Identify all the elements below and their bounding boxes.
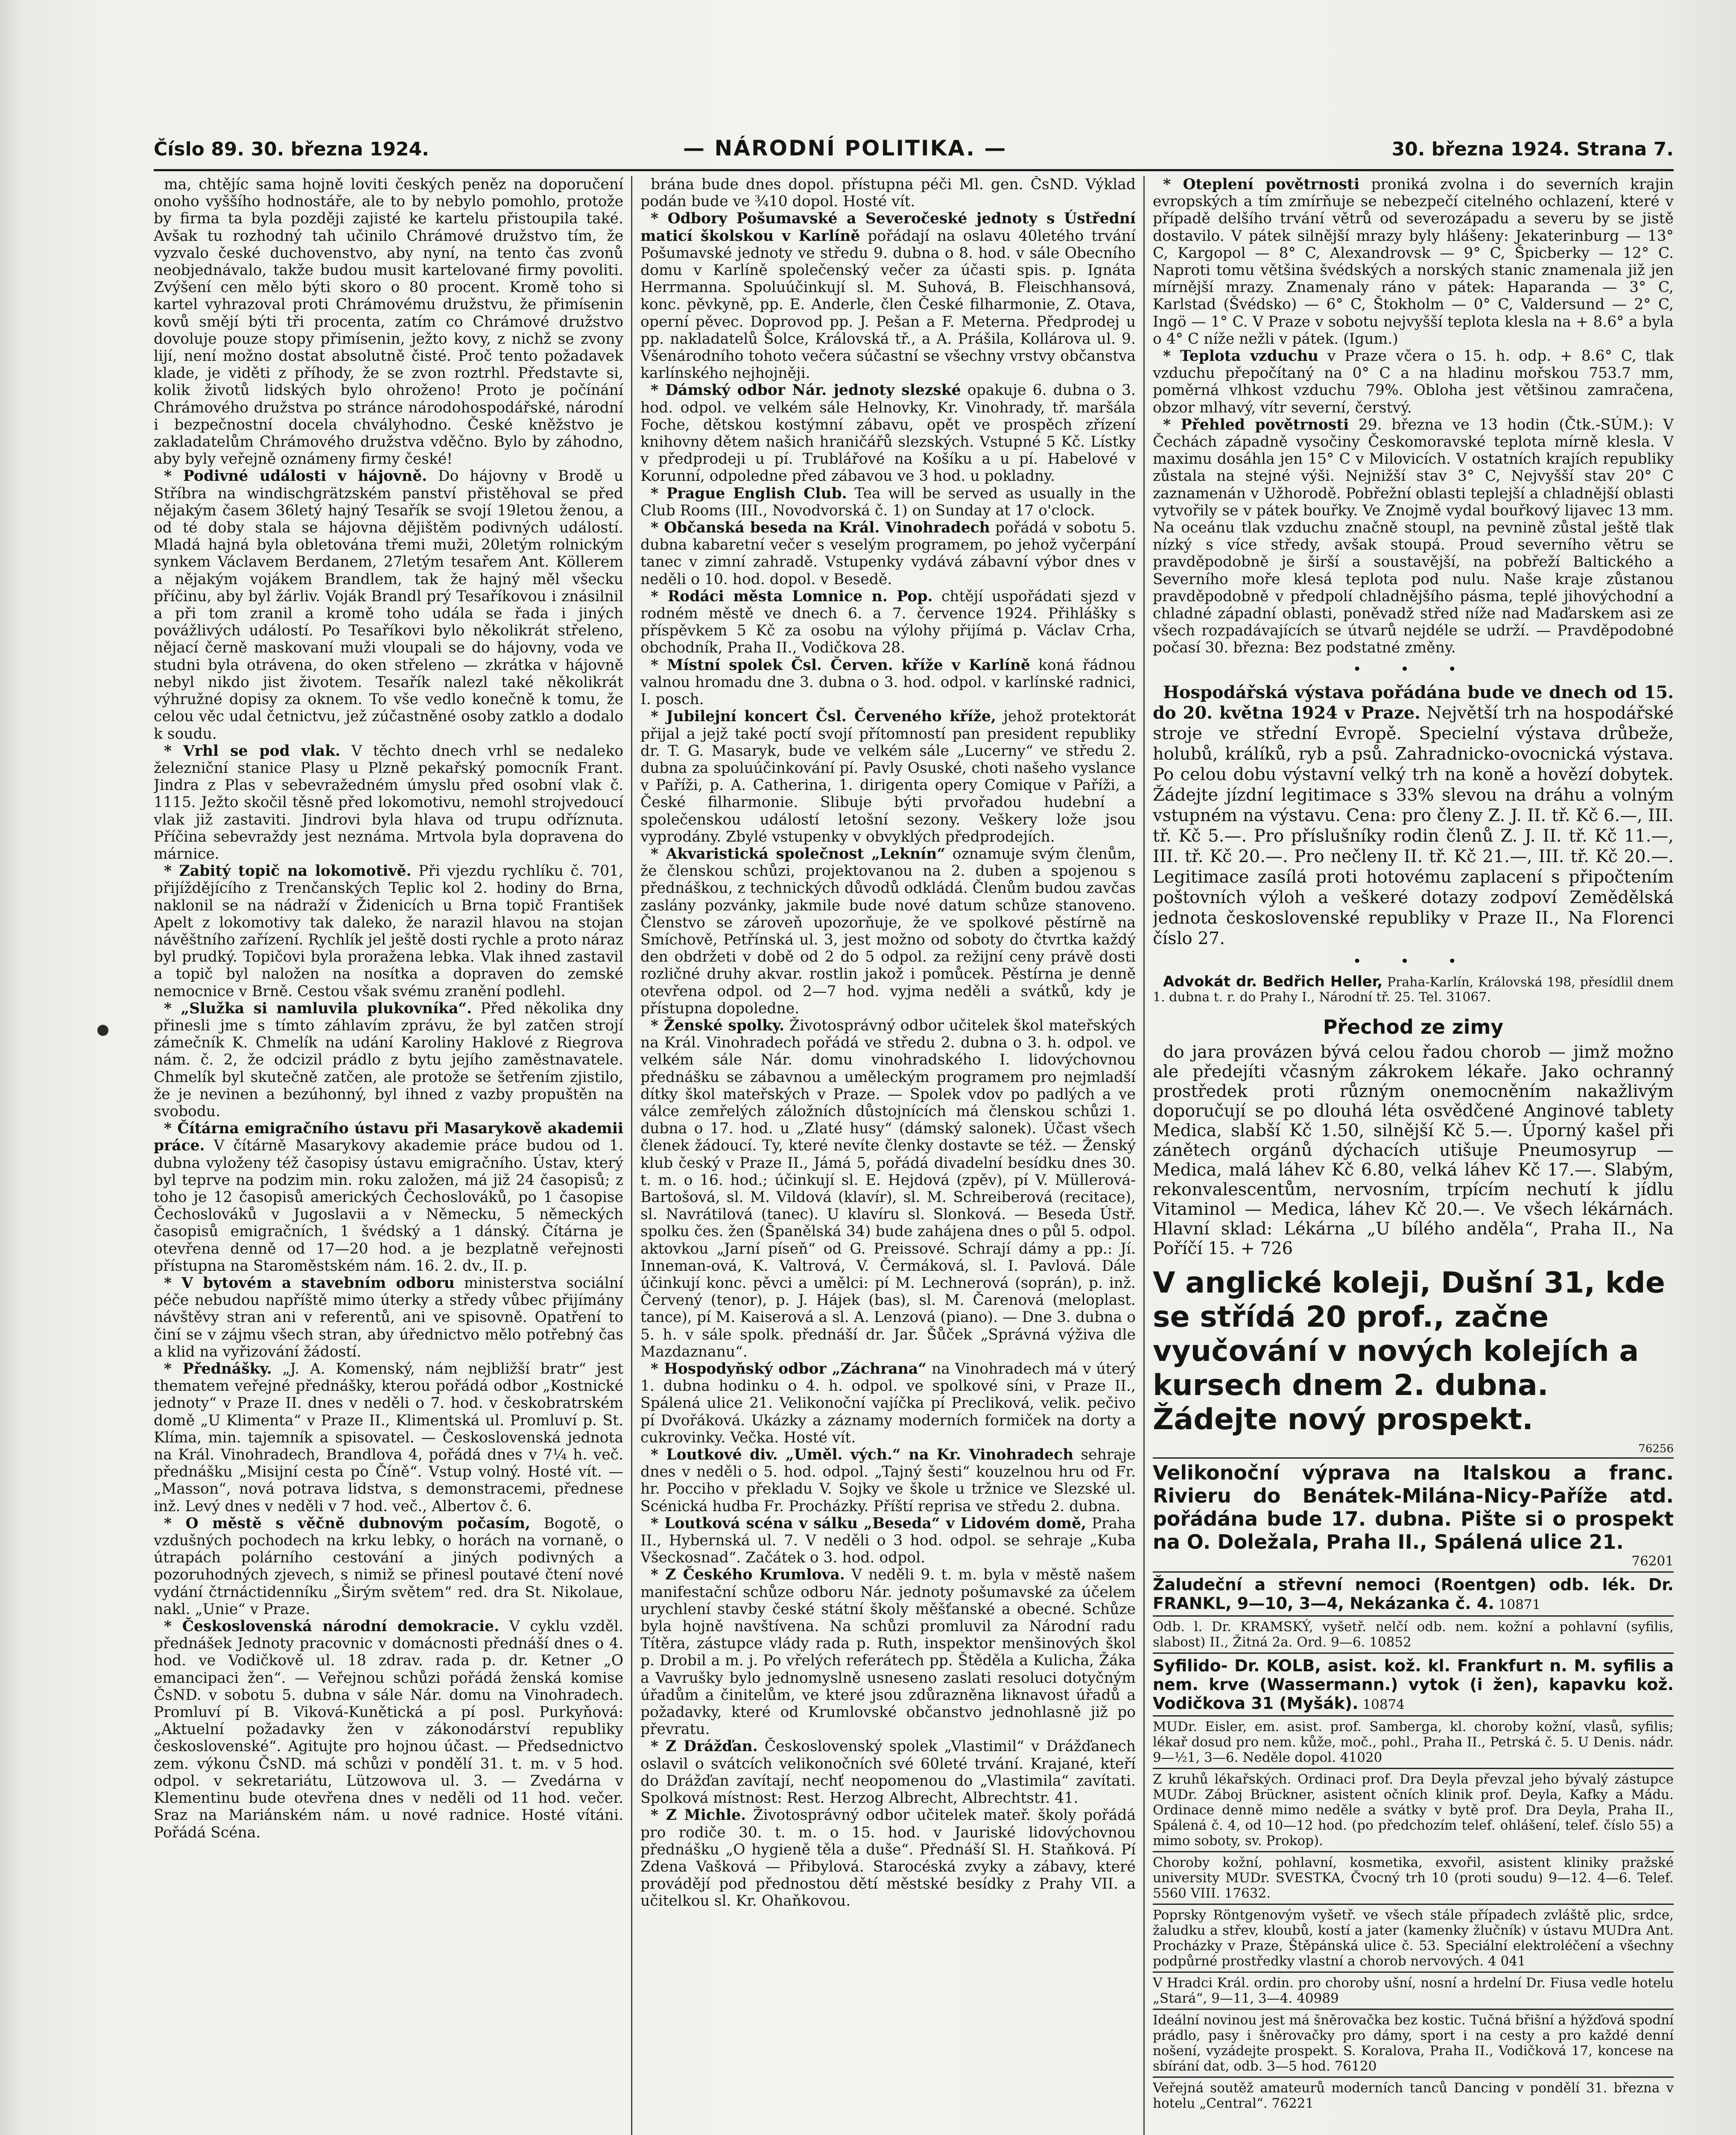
article-text: koná řádnou valnou hromadu dne 3. dubna o 3. hod. odpol. v karlínské radnici, I. posch. bbox=[640, 656, 1136, 708]
ad-roentgen bbox=[1153, 1904, 1674, 1971]
article-text: Životosprávný odbor učitelek škol mateřských na Král. Vinohradech pořádá ve středu 2. dubna o 3. h. odpol. ve velkém sále Nár. domu vinohradského I. lidovýchovnou přednášku se zábavnou a uměleckým programem pro nejmladší dítky škol mateřských v Praze. — Spolek vdov po padlých a ve válce zemřelých záložních důstojnících má členskou schůzi 1. dubna o 17. hod. u „Zlaté husy“ (dámský salonek). Účast všech členek žádoucí. Ty, které nevíte členky dostavte se též. — Ženský klub český v Praze II., Jámá 5, pořádá divadelní besídku dnes 30. t. m. o 16. hod.; účinkují sl. E. Hejdová (zpěv), pí V. Müllerová-Bartošová, sl. M. Vildová (klavír), sl. M. Schreiberová (recitace), sl. Navrátilová (tanec). U klavíru sl. Slonková. — Beseda Ústř. spolku čes. žen (Španělská 34) bude zahájena dnes o půl 5. odpol. aktovkou „Jarní píseň“ od G. Preissové. Schrají dámy a pp.: Jí. Inneman-ová, K. Valtrová, V. Čermáková, sl. I. Pavlová. Dále účinkují konc. pěvci a umělci: pí M. Lechnerová (soprán), p. inž. Červený (tenor), p. J. Hájek (bas), sl. M. Čarenová (meloplast. tance), pí M. Kaiserová a sl. A. Lenzová (piano). — Dne 3. dubna o 5. h. v sále spolk. přednáší dr. Jar. Šůček „Správná výživa dle Mazdaznanu“. bbox=[640, 1017, 1136, 1360]
ad-heading: Velikonoční výprava na Italskou a franc. Rivieru do Benátek-Milána-Nicy-Paříže atd. pořádána bude 17. dubna. Pište si o prospekt na O. Doležala, Praha II., Spálená ulice 21. bbox=[1153, 1461, 1674, 1554]
article-text: proniká zvolna i do severních krajin evropských a tím zmírňuje se nebezpečí citelného ochlazení, které v případě delšího trvání větrů od severozápadu a severu by se jistě dostavilo. V pátek silnější mrazy byly hlášeny: Jekaterinburg — 13° C, Kargopol — 8° C, Alexandrovsk — 9° C, Špicberky — 12° C. Naproti tomu většina švédských a norských stanic znamenala již jen mírnější mrazy. Znamenaly ráno v pátek: Haparanda — 3° C, Karlstad (Švédsko) — 6° C, Štokholm — 0° C, Valdersund — 2° C, Ingö — 1° C. V Praze v sobotu nejvyšší teplota klesla na + 8.6° a byla o 4° C níže nežli v pátek. (Igum.) bbox=[1153, 176, 1674, 348]
article-damsky-odbor bbox=[640, 382, 1136, 485]
ad-velikonocni-vyprava bbox=[1153, 1457, 1674, 1571]
article-heading: * Ženské spolky. bbox=[651, 1017, 785, 1034]
ad-soutez bbox=[1153, 2077, 1674, 2114]
ad-hradec bbox=[1153, 1971, 1674, 2009]
ad-heading: Žaludeční a střevní nemoci (Roentgen) odb. lék. Dr. FRANKL, 9—10, 3—4, Nekázanka č. 4. bbox=[1153, 1575, 1674, 1613]
ad-anglicka-kolej: V anglické koleji, Dušní 31, kde se střídá 20 prof., začne vyučování v nových kolejích a kursech dnem 2. dubna. Žádejte nový prospekt. bbox=[1153, 1266, 1665, 1437]
article-text: V čítárně Masarykovy akademie práce budou od 1. dubna vyloženy též časopisy ústavu emigračního. Ústav, který byl teprve na podzim min. roku založen, má již 24 časopisů; z toho je 12 časopisů amerických Čechoslováků, po 1 časopise Čechoslováků v Jugoslavii a v Německu, 5 německých časopisů emigračních, 1 švédský a 1 dánský. Čítárna je otevřena denně od 17—20 hod. a je bezplatně veřejnosti přístupna na Staroměstském nám. 16. 2. dv., II. p. bbox=[154, 1137, 623, 1275]
article-obcanska-beseda bbox=[640, 519, 1136, 588]
ad-prechod-title: Přechod ze zimy bbox=[1323, 1015, 1504, 1039]
article-text: na Vinohradech má v úterý 1. dubna hodinku o 4. h. odpol. ve spolkové síni, v Praze II., Spálená ulice 21. Velikonoční vajíčka pí Precliková, velik. pečivo pí Dvořáková. Ukázky a záznamy moderních formiček na dorty a cukrovinky. Večka. Hosté vít. bbox=[640, 1360, 1136, 1446]
article-text: chtějí uspořádati sjezd v rodném městě ve dnech 6. a 7. července 1924. Přihlášky s příspěvkem 5 Kč za osobu na výlohy přijímá p. Václav Crha, obchodník, Praha II., Vodičkova 28. bbox=[640, 588, 1136, 657]
article-text: Při vjezdu rychlíku č. 701, přijíždějícího z Trenčanských Teplic kol 2. hodiny do Brna, naklonil se na nádraží v Židenicích u Brna topič František Apelt z lokomotivy tak daleko, že narazil hlavou na stojan návěštního zařízení. Rychlík jel ještě dosti rychle a proto náraz byl prudký. Topičovi byla proražena lebka. Vlak ihned zastavil a topič byl naložen na nosítka a dopraven do zemské nemocnice v Brně. Cestou však svému zranění podlehl. bbox=[154, 863, 623, 1000]
article-demokracie bbox=[154, 1618, 623, 1841]
article-oteplení bbox=[1153, 176, 1674, 348]
ad-heading: Syfilido- Dr. KOLB, asist. kož. kl. Frankfurt n. M. syfilis a nem. krve (Wassermann.) vytok (i žen), kapavku kož. Vodičkova 31 (Myšák). bbox=[1153, 1656, 1674, 1713]
ad-text: V Hradci Král. ordin. pro choroby ušní, nosní a hrdelní Dr. Fiusa vedle hotelu „Stará“, 9—11, 3—4. bbox=[1153, 1975, 1674, 2006]
column-divider-2 bbox=[1143, 176, 1145, 2135]
article-heading: * Zabitý topič na lokomotivě. bbox=[164, 863, 412, 880]
separator-dots: • • • bbox=[1353, 953, 1474, 970]
article-heading: * Z Michle. bbox=[651, 1807, 746, 1824]
article-text: Bogotě, o vzdušných pochodech na krku lebky, o horách na vornaně, o útrapách polárního cestování a jiných podivných a pozoruhodných zjevech, s nimiž se přinesl poutavé čtení nové vydání čtrnáctidenníku „Širým světem“ red. dra St. Nikolaue, nakl. „Unie“ v Praze. bbox=[154, 1515, 623, 1618]
ad-number: 76120 bbox=[1334, 2059, 1377, 2074]
masthead-title: — NÁRODNÍ POLITIKA. — bbox=[683, 136, 1007, 161]
article-text: opakuje 6. dubna o 3. hod. odpol. ve velkém sále Helnovky, Kr. Vinohrady, tř. maršála Foche, dětskou kostýmní zábavu, opět ve prospěch zřízení knihovny dětem našich hraničářů slezských. Vstupné 5 Kč. Lístky v předprodeji u pí. Trublářové na Košíku a u pí. Habelové v Korunní, odpoledne před zábavou ve 3 hod. u pokladny. bbox=[640, 382, 1136, 485]
article-text: pořádá v sobotu 5. dubna kabaretní večer s veselým programem, po jehož vyčerpání tanec v zimní zahradě. Vstupenky vydává zábavní výbor dnes v neděli o 10. hod. dopol. v Besedě. bbox=[640, 519, 1136, 588]
article-zenske-spolky bbox=[640, 1017, 1136, 1360]
article-heading: * Loutková scéna v sálku „Beseda“ v Lidovém domě, bbox=[651, 1515, 1087, 1532]
ad-text: Poprsky Röntgenovým vyšetř. ve všech stále případech zvláště plic, srdce, žaludku a střev, kloubů, kostí a jater (kamenky žlučník) v ústavu MUDra Ant. Procházky v Praze, Štěpánská ulice č. 53. Speciální elektroléčení a všechny podpůrné prostředky vlastní a chorob nervových. bbox=[1153, 1907, 1674, 1969]
ad-number: 4 041 bbox=[1488, 1954, 1526, 1969]
article-heading: * Hospodyňský odbor „Záchrana“ bbox=[651, 1360, 926, 1378]
article-heading: * Teplota vzduchu bbox=[1163, 348, 1318, 365]
article-text: V cyklu vzděl. přednášek Jednoty pracovnic v domácnosti přednáší dnes o 4. hod. ve Vodičkově ul. 18 zdrav. rada p. dr. Ketner „O emancipaci žen“. — Veřejnou schůzi pořádá ženská komise ČsND. v sobotu 5. dubna v sále Nár. domu na Vinohradech. Promluví pí B. Viková-Kunětická a pí posl. Purkyňová: „Aktuelní požadavky žen v zákonodárství republiky československé“. Agitujte pro hojnou účast. — Předsednictvo zem. výkonu ČsND. má schůzi v pondělí 31. t. m. v 5 hod. odpol. v sekretariátu, Lützowova ul. 3. — Zvedárna v Klementinu bude otevřena dnes v neděli od 11 hod. večer. Sraz na Mariánském nám. u nové radnice. Hosté vítáni. Pořádá Scéna. bbox=[154, 1618, 623, 1841]
article-text: „J. A. Komenský, nám nejbližší bratr“ jest thematem veřejné přednášky, kterou pořádá odbor „Kostnické jednoty“ v Praze II. dnes v neděli o 7. hod. v českobratrském domě „U Klimenta“ v Praze II., Klimentská ul. Promluví p. St. Klíma, min. tajemník a spisovatel. — Československá jednota na Král. Vinohradech, Brandlova 4, pořádá dnes v 7¼ h. več. přednášku „Misijní cesta po Číně“. Vstup volný. Hosté vít. — „Masson“, nová potrava lidstva, s demonstracemi, přednese inž. Levý dnes v neděli v 7 hod. več., Albertov č. 6. bbox=[154, 1360, 623, 1515]
punch-hole-mark bbox=[97, 1025, 108, 1036]
ad-prechod-text bbox=[1153, 1042, 1674, 1258]
ad-number: 40989 bbox=[1297, 1991, 1339, 2006]
ad-frankl bbox=[1153, 1571, 1674, 1615]
ad-text: Veřejná soutěž amateurů moderních tanců Dancing v pondělí 31. března v hotelu „Central“. bbox=[1153, 2080, 1674, 2112]
column-2 bbox=[640, 176, 1136, 2135]
separator-dots: • • • bbox=[1353, 661, 1474, 678]
column-divider-1 bbox=[631, 176, 632, 2135]
page-number: 30. března 1924. Strana 7. bbox=[1391, 138, 1674, 160]
ad-number: 76201 bbox=[1631, 1553, 1674, 1569]
article-zachrana bbox=[640, 1360, 1136, 1446]
article-heading: * O městě s věčně dubnovým počasím, bbox=[164, 1515, 531, 1532]
article-citarna bbox=[154, 1120, 623, 1275]
article-heading: * Čítárna emigračního ústavu při Masarykově akademii práce. bbox=[154, 1120, 623, 1155]
article-continuation: brána bude dnes dopol. přístupna péči Ml. gen. ČsND. Výklad podán bude ve ¾10 dopol. Hosté vít. bbox=[640, 176, 1136, 211]
ad-text: Choroby kožní, pohlavní, kosmetika, exvořil, asistent kliniky pražské university MUDr. SVESTKA, Čvocný trh 10 (proti soudu) 9—12. 4—6. Telef. 5560 VIII. 17632. bbox=[1153, 1855, 1674, 1901]
article-loutkova-scena bbox=[640, 1515, 1136, 1567]
article-text: Životosprávný odbor učitelek mateř. školy pořádá pro rodiče 30. t. m. o 15. hod. v Jauriské lidovýchovnou přednášku „O hygieně těla a duše“. Přednáší Sl. H. Staňková. Pí Zdena Vašková — Přibylová. Starocéská zvyky a zábavy, které provádějí pod přednostou dětí městské besídky z Prahy VII. a učitelkou sl. Kr. Ohaňkovou. bbox=[640, 1807, 1136, 1910]
article-heading: * Občanská beseda na Král. Vinohradech bbox=[651, 519, 990, 537]
page-edge-shadow bbox=[0, 0, 26, 2135]
article-heading: * V bytovém a stavebním odboru bbox=[164, 1275, 455, 1292]
article-heading: * Odbory Pošumavské a Severočeské jednoty s Ústřední maticí školskou v Karlíně bbox=[640, 210, 1136, 245]
ad-text: MUDr. Eisler, em. asist. prof. Samberga, kl. choroby kožní, vlasů, syfilis; lékař dosud pro nem. kůže, moč., pohl., Praha II., Petrská č. 5. U Denis. nádr. 9—½1, 3—6. Neděle dopol. bbox=[1153, 1719, 1674, 1766]
article-heading: * Akvaristická společnost „Leknín“ bbox=[651, 845, 946, 863]
ad-number: 41020 bbox=[1340, 1750, 1382, 1766]
article-krumlov bbox=[640, 1566, 1136, 1738]
article-vrhl-se bbox=[154, 743, 623, 863]
ad-number: + 726 bbox=[1240, 1239, 1293, 1259]
ad-choroby-kozni bbox=[1153, 1851, 1674, 1904]
ad-text: Z kruhů lékařských. Ordinaci prof. Dra Deyla převzal jeho bývalý zástupce MUDr. Záboj Brückner, asistent očních klinik prof. Deyla, Kafky a Mádu. Ordinace denně mimo neděle a svátky v bytě prof. Dra Deyla, Praha II., Spálená č. 4, od 10—12 hod. (po předchozím telef. ohlášení, telef. číslo 55) a mimo soboty, sv. Prokop). bbox=[1153, 1772, 1674, 1849]
article-text: 29. března ve 13 hodin (Čtk.-SÚM.): V Čechách západně vysočiny Českomoravské teplota mírně klesla. V maximu dosáhla jen 15° C v Milovicích. V ostatních krajích republiky zůstala na stejné výši. Nejnižší stav 3° C, Nejvyšší stav 20° C zaznamenán v Užhorodě. Pobřežní oblasti teplejší a chladnější oblasti vytvořily se v pátek bouřky. Ve Znojmě vydal bouřkový lijavec 13 mm. Na oceánu tlak vzduchu značně stoupl, na pevnině zůstal ještě tlak nízký s více středy, avšak stoupá. Proud severního větru se pravděpodobně je širší a soustavější, na pobřeží Baltického a Severního moře klesá teplota pod nulu. Naše kraje zůstanou pravděpodobně v předpolí chladnějšího pásma, teplé jihovýchodní a chladné západní oblasti, poněvadž střed níže nad Maďarskem asi ze všech rozpadávajících se útvarů nejdéle se udrží. — Pravděpodobné počasí 30. března: Bez podstatné změny. bbox=[1153, 416, 1674, 657]
article-heading: * Vrhl se pod vlak. bbox=[164, 742, 341, 760]
article-text: oznamuje svým členům, že členskou schůzi, projektovanou na 2. duben a spojenou s přednáškou, z technických důvodů odkládá. Členům budou zavčas zaslány pozvánky, jakmile bude nové datum schůze stanoveno. Členstvo se zároveň upozorňuje, že ve spolkové pěstírně na Smíchově, Petřínská ul. 3, jest možno od soboty do čtvrtka každý den obdržeti v době od 2 do 5 odpol. za režijní ceny právě dosti rozličné druhy akvar. rostlin jakož i pomůcek. Pěstírna je denně otevřena odpol. od 2—7 hod. vyjma neděli a svátků, kdy je přístupna dopoledne. bbox=[640, 845, 1136, 1017]
ad-eisler bbox=[1153, 1715, 1674, 1768]
article-loutkove-div bbox=[640, 1446, 1136, 1515]
article-heading: * Dámský odbor Nár. jednoty slezské bbox=[651, 382, 961, 399]
page-header bbox=[154, 136, 1674, 167]
article-text: jehož protektorát přijal a jejž také poctí svojí přítomností pan president republiky dr. T. G. Masaryk, bude ve velkém sále „Lucerny“ ve středu 2. dubna za spoluúčinkování pí. Pavly Osuské, choti našeho vyslance v Paříži, p. A. Catherina, 1. dirigenta opery Comique v Paříži, a České filharmonie. Slibuje býti prvořadou hudební a společenskou událostí letošní sezony. Veškery lože jsou vyprodány. Zbylé vstupenky v obvyklých předprodejích. bbox=[640, 708, 1136, 845]
article-text: V neděli 9. t. m. byla v městě našem manifestační schůze odboru Nár. jednoty pošumavské za účelem urychlení stavby české státní školy měšťanské a obecné. Schůze byla hojně navštívena. Na schůzi promluvil za Národní radu Títěra, zástupce vlády rada p. Ruth, inspektor menšinových škol p. Drobil a m. j. Po vřelých referátech pp. Štěděla a Kulicha, Žáka a Vavrušky bylo jednomyslně usneseno zaslati resoluci dotyčným úřadům a činitelům, ve které jsou zdůrazněna liknavost úřadů a požadavky, které od Krumlovské občanstvo jednohlasně již po převratu. bbox=[640, 1566, 1136, 1738]
ad-text: Praha-Karlín, Královská 198, přesídlil dnem 1. dubna t. r. do Prahy I., Národní tř. 25. Tel. 31067. bbox=[1153, 975, 1674, 1005]
ad-number: 76256 bbox=[1638, 1442, 1674, 1456]
article-drazdany bbox=[640, 1738, 1136, 1807]
article-prehled bbox=[1153, 416, 1674, 657]
article-text: sehraje dnes v neděli o 5. hod. odpol. „Tajný šesti“ kouzelnou hru od Fr. hr. Pocciho v překladu V. Sojky ve škole u tržnice ve Slezské ul. Scénická hudba Fr. Procházky. Příští reprisa ve středu 2. dubna. bbox=[640, 1446, 1136, 1515]
article-heading: * Přednášky. bbox=[164, 1360, 272, 1378]
ad-text: Odb. l. Dr. KRAMSKÝ, vyšetř. nelčí odb. nem. kožní a pohlavní (syfilis, slabost) II., Žitná 2a. Ord. 9—6. bbox=[1153, 1619, 1674, 1650]
ad-snerovacka bbox=[1153, 2009, 1674, 2077]
article-text: Československý spolek „Vlastimil“ v Drážďanech oslavil o svátcích velikonočních své 60leté trvání. Krajané, kteří do Drážďan zavítají, nechť neopomenou do „Vlastimila“ zavítati. Spolková místnost: Rest. Herzog Albrecht, Albrechtstr. 41. bbox=[640, 1738, 1136, 1807]
article-jubilejni-koncert bbox=[640, 708, 1136, 845]
column-1 bbox=[154, 176, 623, 2135]
ad-heading: Advokát dr. Bedřich Heller, bbox=[1163, 973, 1383, 991]
article-heading: * Československá národní demokracie. bbox=[164, 1618, 500, 1635]
article-text: v Praze včera o 15. h. odp. + 8.6° C, tlak vzduchu přepočítaný na 0° C a na hladinu mořskou 753.7 mm, poměrná vlhkost vzduchu 79%. Obloha jest většinou zamračena, obzor mlhavý, vítr severní, čerstvý. bbox=[1153, 348, 1674, 416]
article-text: Před několika dny přinesli jme s tímto záhlavím zprávu, že byl zatčen strojí zámečník K. Chmelík na udání Karoliny Haklové z Riegrova nám. č. 2, že odcizil prádlo z bytu jejího zaměstnavatele. Chmelík byl skutečně zatčen, ale protože se šetřením zjistilo, že je nevinen a bezúhonný, byl ihned z vazby propuštěn na svobodu. bbox=[154, 1000, 623, 1120]
article-sluzka bbox=[154, 1000, 623, 1120]
article-heading: * Oteplení povětrnosti bbox=[1163, 176, 1360, 193]
ad-kramsky bbox=[1153, 1615, 1674, 1652]
article-heading: * Z Drážďan. bbox=[651, 1738, 758, 1755]
article-prednasky bbox=[154, 1360, 623, 1515]
article-topic bbox=[154, 863, 623, 1000]
ad-advokat bbox=[1153, 974, 1674, 1005]
article-michle bbox=[640, 1807, 1136, 1910]
article-heading: * „Služka si namluvila plukovníka“. bbox=[164, 1000, 472, 1017]
article-heading: * Místní spolek Čsl. Červen. kříže v Karlíně bbox=[651, 656, 1030, 674]
article-heading: * Prague English Club. bbox=[651, 485, 847, 502]
article-heading: * Podivné události v hájovně. bbox=[164, 468, 427, 485]
issue-info: Číslo 89. 30. března 1924. bbox=[154, 138, 429, 160]
article-text: Praha II., Hybernská ul. 7. V neděli o 3 hod. odpol. se sehraje „Kuba Všeckosnad“. Začátek o 3. hod. odpol. bbox=[640, 1515, 1136, 1567]
ad-kruhy-lekarske bbox=[1153, 1768, 1674, 1851]
article-text: Do hájovny v Brodě u Stříbra na windischgrätzském panství přistěhoval se před nějakým časem 36letý hajný Tesařík se svojí 19letou ženou, a od té doby stala se hájovna dějištěm podivných událostí. Mladá hajná byla obletována třemi muži, 20letým rolnickým synkem Václavem Berdanem, 27letým tesařem Ant. Köllerem a nějakým vojákem Brandlem, tak že hajný měl všecku příčinu, aby byl žárliv. Voják Brandl prý Tesaříkovou i znásilnil a při tom zranil a kromě toho udála se řada i jiných povážlivých událostí. Po Tesaříkovi bylo několikrát střeleno, nějací černě maskovaní muži vloupali se do hájovny, voda ve studni byla otrávena, do oken střeleno — zkrátka v hájovně nebyl nikdo jist životem. Tesařík nalezl také několikrát výhružné dopisy za oknem. To vše vedlo konečně k tomu, že celou věc udal četnictvu, jež zúčastněné osoby zatklo a dodalo k soudu. bbox=[154, 468, 623, 743]
article-leknin bbox=[640, 845, 1136, 1017]
ad-number: 76221 bbox=[1271, 2096, 1314, 2112]
article-hajovna bbox=[154, 468, 623, 742]
column-3 bbox=[1153, 176, 1674, 2135]
ad-text: Největší trh na hospodářské stroje ve střední Evropě. Specielní výstava drůbeže, holubů, králíků, ryb a psů. Zahradnicko-ovocnická výstava. Po celou dobu výstavní velký trh na koně a hovězí dobytek. Žádejte jízdní legitimace s 33% slevou na dráhu a volným vstupném na výstavu. Cena: pro členy Z. J. II. tř. Kč 6.—, III. tř. Kč 5.—. Pro příslušníky rodin členů Z. J. II. tř. Kč 11.—, III. tř. Kč 20.—. Pro nečleny II. tř. Kč 21.—, III. tř. Kč 20.—. Legitimace zasílá proti hotovému zaplacení s připočtením poštovních výloh a veškeré dotazy zodpoví Zemědělská jednota československé republiky v Praze II., Na Florenci číslo 27. bbox=[1153, 703, 1674, 948]
ad-kolb bbox=[1153, 1652, 1674, 1715]
ad-text: do jara provázen bývá celou řadou chorob — jimž možno ale předejíti včasným zákrokem lékaře. Jako ochranný prostředek proti různým onemocněním nakažlivým doporučují se po dlouhá léta osvědčené Anginové tablety Medica, slabší Kč 1.50, silnější Kč 5.—. Úporný kašel při zánětech orgánů dýchacích utišuje Pneumosyrup — Medica, malá láhev Kč 6.80, velká láhev Kč 17.—. Slabým, rekonvalescentům, nervosním, trpícím nechutí k jídlu Vitaminol — Medica, láhev Kč 20.—. Ve všech lékárnách. Hlavní sklad: Lékárna „U bílého anděla“, Praha II., Na Poříčí 15. bbox=[1153, 1042, 1674, 1259]
article-english-club bbox=[640, 485, 1136, 519]
article-mesto bbox=[154, 1515, 623, 1618]
ad-number: 10871 bbox=[1498, 1597, 1541, 1613]
article-heading: * Z Českého Krumlova. bbox=[651, 1566, 845, 1584]
ad-heading: Hospodářská výstava pořádána bude ve dnech od 15. do 20. května 1924 v Praze. bbox=[1153, 682, 1674, 723]
ad-text: Ideální novinou jest má šněrovačka bez kostic. Tučná břišní a hýžďová spodní prádlo, pasy i šněrovačky pro dámy, sport i na cesty a pro každé denní nošení, vyzádejte prospekt. S. Koralova, Praha II., Vodičková 17, koncese na sbírání dat, odb. 3—5 hod. bbox=[1153, 2012, 1674, 2074]
article-chramove-druzstvo: ma, chtějíc sama hojně loviti českých peněz na doporučení onoho vyššího hodnostáře, ale to by nebylo pomohlo, protože by firma ta byla později zajisté ke kartelu přistoupila také. Avšak tu rozhodný tah učinilo Chrámové družstvo tím, že vyzvalo české duchovenstvo, aby nyní, na tento čas zvonů neobjednávalo, takže budou musit kartelované firmy povoliti. Zvýšení cen mělo býti skoro o 80 procent. Kromě toho si kartel vyhrazoval proti Chrámovému družstvu, že přimísenin kovů smějí býti tři procenta, zatím co Chrámové družstvo dovoluje pouze stopy přimísenin, ježto kovy, z nichž se zvony lijí, není možno dostat absolutně čisté. Proč tento požadavek klade, je viděti z příhody, že se zvon roztrhl. Představte si, kolik životů lidských bylo ohroženo! Proto je počínání Chrámového družstva po stránce národohospodářské, národní i bezpečnostní docela chvályhodno. České kněžstvo je zakladatelům Chrámového družstva vděčno. Bylo by záhodno, aby byly veřejně oznámeny firmy české! bbox=[154, 176, 623, 468]
article-heading: * Jubilejní koncert Čsl. Červeného kříže, bbox=[651, 708, 996, 725]
article-text: V těchto dnech vrhl se nedaleko železniční stanice Plasy u Plzně pekařský pomocník Frant. Jindra z Plas v sebevražedném úmyslu před osobní vlak č. 1115. Ježto skočil těsně před lokomotivu, nemohl strojvedoucí vlak již zastaviti. Jindrovi byla hlava od trupu odříznuta. Příčina sebevraždy jest neznáma. Mrtvola byla dopravena do márnice. bbox=[154, 742, 623, 863]
article-bytovy-odbor bbox=[154, 1275, 623, 1360]
ad-hospodarska-vystava bbox=[1153, 682, 1674, 949]
article-heading: * Rodáci města Lomnice n. Pop. bbox=[651, 588, 933, 605]
header-rule bbox=[154, 169, 1674, 171]
article-text: pořádají na oslavu 40letého trvání Pošumavské jednoty ve středu 9. dubna o 8. hod. v sále Obecního domu v Karlíně společenský večer za účasti spis. p. Ignáta Herrmanna. Spoluúčinkují sl. M. Suhová, B. Fleischhansová, konc. pěvkyně, pp. E. Anderle, člen České filharmonie, Z. Otava, operní pěvec. Doprovod pp. J. Pešan a F. Meterna. Předprodej u pp. nakladatelů Šolce, Královská tř., a A. Prášila, Kollárova ul. 9. Všenárodního tohoto večera súčastní se všechny vrstvy občanstva karlínského nejhojněji. bbox=[640, 227, 1136, 382]
article-teplota bbox=[1153, 348, 1674, 416]
ad-number: 10852 bbox=[1369, 1635, 1412, 1650]
article-cerveny-kriz bbox=[640, 657, 1136, 708]
article-text: ministerstva sociální péče nebudou napříště mimo úterky a středy vůbec přijímány návštěvy stran ani v referentů, ani ve spisovně. Opatření to činí se v zájmu všech stran, aby úřednictvo mělo potřebný čas a klid na vyřizování žádostí. bbox=[154, 1275, 623, 1360]
ad-number: 10874 bbox=[1362, 1697, 1405, 1713]
article-heading: * Loutkové div. „Uměl. vých.“ na Kr. Vinohradech bbox=[651, 1446, 1074, 1464]
article-posumavske bbox=[640, 210, 1136, 382]
article-text: Tea will be served as usually in the Club Rooms (III., Novodvorská č. 1) on Sunday at 17 o'clock. bbox=[640, 485, 1136, 519]
article-heading: * Přehled povětrnosti bbox=[1163, 416, 1349, 433]
article-rodaci bbox=[640, 588, 1136, 657]
